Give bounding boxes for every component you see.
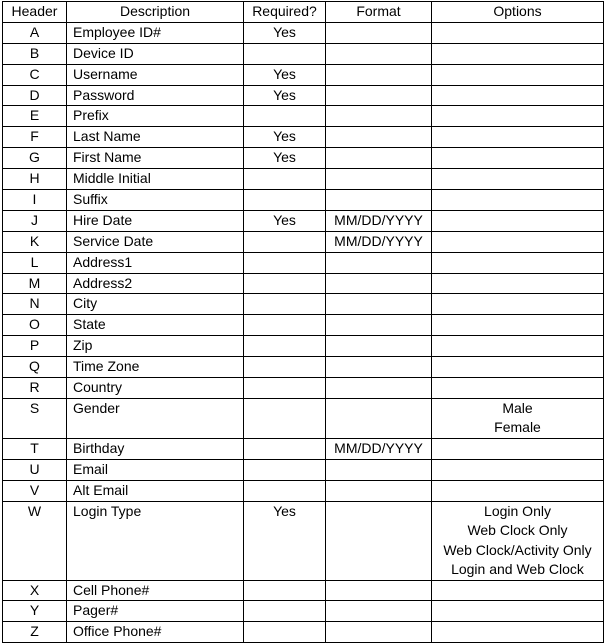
row-header-letter: Y	[3, 601, 67, 622]
row-options	[432, 501, 604, 580]
table-row	[3, 148, 604, 169]
table-row	[3, 459, 604, 480]
row-header-letter: C	[3, 64, 67, 85]
table-row	[3, 378, 604, 399]
row-description: Birthday	[67, 438, 244, 459]
option-item: Web Clock Only	[467, 522, 568, 539]
table-row	[3, 357, 604, 378]
row-description: State	[67, 315, 244, 336]
row-header-letter: U	[3, 459, 67, 480]
row-header-letter: H	[3, 169, 67, 190]
table-body	[3, 22, 604, 642]
table-row	[3, 85, 604, 106]
option-item: Login and Web Clock	[451, 561, 584, 578]
row-format	[326, 148, 432, 169]
column-header-format: Format	[326, 2, 432, 23]
row-description: Gender	[67, 398, 244, 438]
row-format	[326, 127, 432, 148]
row-header-letter: G	[3, 148, 67, 169]
row-required	[244, 190, 326, 211]
row-description: Address2	[67, 273, 244, 294]
row-description: Address1	[67, 252, 244, 273]
column-header-description: Description	[67, 2, 244, 23]
table-row	[3, 622, 604, 643]
row-required	[244, 336, 326, 357]
row-format	[326, 459, 432, 480]
row-description: Prefix	[67, 106, 244, 127]
row-header-letter: L	[3, 252, 67, 273]
row-header-letter: V	[3, 480, 67, 501]
option-item: Login Only	[484, 502, 551, 519]
row-format	[326, 252, 432, 273]
row-description: Middle Initial	[67, 169, 244, 190]
row-required	[244, 231, 326, 252]
row-required	[244, 43, 326, 64]
row-options	[432, 127, 604, 148]
option-item: Female	[494, 419, 541, 436]
row-options	[432, 190, 604, 211]
row-required: Yes	[244, 501, 326, 580]
row-format: MM/DD/YYYY	[326, 210, 432, 231]
row-header-letter: F	[3, 127, 67, 148]
row-options	[432, 106, 604, 127]
row-format	[326, 315, 432, 336]
row-required: Yes	[244, 148, 326, 169]
table-row	[3, 294, 604, 315]
row-format	[326, 378, 432, 399]
row-header-letter: J	[3, 210, 67, 231]
row-options	[432, 85, 604, 106]
row-header-letter: I	[3, 190, 67, 211]
row-required	[244, 580, 326, 601]
row-required: Yes	[244, 210, 326, 231]
row-required	[244, 622, 326, 643]
table-row	[3, 43, 604, 64]
row-options	[432, 438, 604, 459]
table-row	[3, 127, 604, 148]
row-options	[432, 459, 604, 480]
option-item: Male	[502, 399, 533, 416]
table-row	[3, 480, 604, 501]
row-format	[326, 580, 432, 601]
row-format	[326, 480, 432, 501]
row-format	[326, 501, 432, 580]
row-description: Time Zone	[67, 357, 244, 378]
column-header-options: Options	[432, 2, 604, 23]
table-row	[3, 601, 604, 622]
row-format: MM/DD/YYYY	[326, 438, 432, 459]
row-options	[432, 22, 604, 43]
row-required	[244, 398, 326, 438]
row-description: Zip	[67, 336, 244, 357]
row-header-letter: E	[3, 106, 67, 127]
row-options	[432, 357, 604, 378]
row-description: Last Name	[67, 127, 244, 148]
row-required: Yes	[244, 127, 326, 148]
table-row	[3, 231, 604, 252]
row-required	[244, 378, 326, 399]
row-format	[326, 398, 432, 438]
row-header-letter: Z	[3, 622, 67, 643]
row-format	[326, 601, 432, 622]
row-format	[326, 85, 432, 106]
row-description: Country	[67, 378, 244, 399]
column-header-header: Header	[3, 2, 67, 23]
row-description: Suffix	[67, 190, 244, 211]
row-description: First Name	[67, 148, 244, 169]
row-description: Hire Date	[67, 210, 244, 231]
row-options	[432, 43, 604, 64]
row-header-letter: N	[3, 294, 67, 315]
row-header-letter: D	[3, 85, 67, 106]
row-header-letter: O	[3, 315, 67, 336]
row-options	[432, 148, 604, 169]
table-row	[3, 501, 604, 580]
column-header-required: Required?	[244, 2, 326, 23]
table-row	[3, 438, 604, 459]
table-row	[3, 273, 604, 294]
row-description: Pager#	[67, 601, 244, 622]
row-options	[432, 622, 604, 643]
table-row	[3, 336, 604, 357]
option-item: Web Clock/Activity Only	[443, 541, 592, 558]
row-description: Cell Phone#	[67, 580, 244, 601]
row-required	[244, 315, 326, 336]
row-required	[244, 438, 326, 459]
row-required	[244, 169, 326, 190]
row-description: Login Type	[67, 501, 244, 580]
row-format	[326, 357, 432, 378]
row-header-letter: W	[3, 501, 67, 580]
row-header-letter: M	[3, 273, 67, 294]
row-required	[244, 601, 326, 622]
row-options	[432, 315, 604, 336]
row-options	[432, 252, 604, 273]
table-row	[3, 252, 604, 273]
table-row	[3, 190, 604, 211]
row-description: Email	[67, 459, 244, 480]
table-row	[3, 580, 604, 601]
table-row	[3, 398, 604, 438]
row-required	[244, 106, 326, 127]
row-required	[244, 273, 326, 294]
row-format	[326, 273, 432, 294]
row-options	[432, 580, 604, 601]
row-description: Device ID	[67, 43, 244, 64]
row-header-letter: T	[3, 438, 67, 459]
row-required	[244, 294, 326, 315]
table-header-row	[3, 2, 604, 23]
row-description: Employee ID#	[67, 22, 244, 43]
row-format: MM/DD/YYYY	[326, 231, 432, 252]
row-required: Yes	[244, 64, 326, 85]
table-row	[3, 210, 604, 231]
row-options	[432, 64, 604, 85]
row-format	[326, 106, 432, 127]
fields-table	[2, 1, 604, 643]
row-header-letter: X	[3, 580, 67, 601]
row-options	[432, 231, 604, 252]
row-required	[244, 357, 326, 378]
row-description: City	[67, 294, 244, 315]
row-format	[326, 169, 432, 190]
row-options	[432, 210, 604, 231]
row-format	[326, 64, 432, 85]
row-header-letter: P	[3, 336, 67, 357]
row-format	[326, 294, 432, 315]
row-options	[432, 169, 604, 190]
row-header-letter: R	[3, 378, 67, 399]
row-required: Yes	[244, 22, 326, 43]
row-format	[326, 622, 432, 643]
row-format	[326, 43, 432, 64]
row-options	[432, 480, 604, 501]
row-format	[326, 336, 432, 357]
table-row	[3, 106, 604, 127]
row-description: Alt Email	[67, 480, 244, 501]
row-options	[432, 378, 604, 399]
table-row	[3, 169, 604, 190]
table-row	[3, 64, 604, 85]
row-required: Yes	[244, 85, 326, 106]
row-options	[432, 294, 604, 315]
table-row	[3, 22, 604, 43]
row-options	[432, 601, 604, 622]
row-required	[244, 252, 326, 273]
row-required	[244, 480, 326, 501]
row-header-letter: Q	[3, 357, 67, 378]
row-header-letter: K	[3, 231, 67, 252]
row-description: Password	[67, 85, 244, 106]
row-header-letter: A	[3, 22, 67, 43]
row-header-letter: S	[3, 398, 67, 438]
row-options	[432, 336, 604, 357]
row-format	[326, 190, 432, 211]
row-description: Office Phone#	[67, 622, 244, 643]
row-options	[432, 273, 604, 294]
row-format	[326, 22, 432, 43]
row-options	[432, 398, 604, 438]
row-header-letter: B	[3, 43, 67, 64]
row-description: Service Date	[67, 231, 244, 252]
table-row	[3, 315, 604, 336]
row-description: Username	[67, 64, 244, 85]
row-required	[244, 459, 326, 480]
